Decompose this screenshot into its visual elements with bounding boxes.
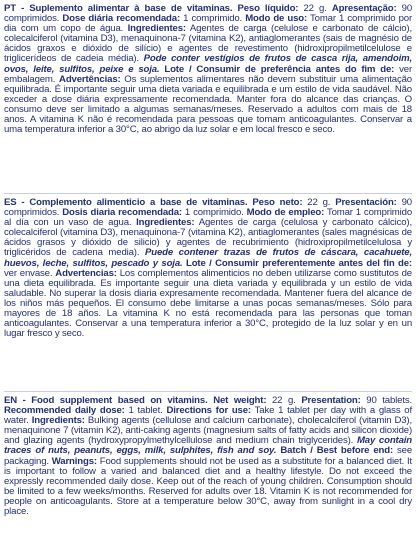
pt-ingredients-label: Ingredientes: (127, 23, 186, 35)
en-warnings-label: Warnings: (51, 455, 97, 467)
es-warnings-text: Los complementos alimenticios no deben utilizarse como sustitutos de una dieta equilibrada. Es importante seguir una dieta variada y equilibrada y un estilo de vida saludable. No superar la dosis diaria expresamente recomendada. Mantener fuera del alcance de los niños más pequeños. El consumo debe limitarse a unas pocas semanas/meses. Sólo para mayores de 18 años. La vitamina K no está recomendada para las personas que toman anticoagulantes. Conservar a una temperatura inferior a 30°C, protegido de la luz solar y en un lugar fresco y seco. (4, 267, 412, 340)
pt-presentation-value: 90 comprimidos. (4, 3, 413, 25)
es-section (4, 198, 412, 339)
es-batch-label: Lote / Consumir preferentemente antes del fin de: (182, 257, 412, 269)
en-presentation-value: 90 tablets. (360, 395, 413, 406)
pt-net-weight-value: 22 g. (298, 3, 332, 14)
pt-warnings-text: Os suplementos alimentares não devem substituir uma alimentação equilibrada. É importante seguir uma dieta variada e equilibrada e um estilo de vida saudável. Não exceder a dose diária expressamente recomendada. Manter fora do alcance das crianças. O consumo deve ser limitado a algumas semanas/meses. Reservado a adultos com mais de 18 anos. A vitamina K não é recomendada para pessoas que tomam anticoagulantes. Conservar a uma temperatura inferior a 30°C, ao abrigo da luz solar e em local fresco e seco. (4, 73, 412, 136)
pt-dose-label: Dose diária recomendada: (62, 13, 181, 25)
es-presentation-label: Presentación: (335, 197, 397, 208)
en-allergen-notice: May contain traces of nuts, peanuts, eggs, milk, sulphites, fish and soy. (4, 435, 412, 457)
pt-usage-text: Tomar 1 comprimido por dia com um copo de água. (4, 13, 413, 35)
es-heading: ES - Complemento alimenticio a base de vitaminas. Peso neto: (4, 197, 303, 208)
pt-batch-label: Lote / Consumir de preferência antes do fim de: (159, 63, 395, 75)
pt-warnings-label: Advertências: (59, 73, 121, 85)
pt-section (4, 4, 412, 135)
en-net-weight-value: 22 g. (266, 395, 302, 406)
es-usage-text: Tomar 1 comprimido al día con un vaso de agua. (4, 207, 413, 229)
en-usage-label: Directions for use: (166, 405, 251, 417)
es-net-weight-value: 22 g. (302, 197, 336, 208)
es-usage-label: Modo de empleo: (246, 207, 325, 219)
section-divider (4, 193, 412, 194)
en-ingredients-text: Bulking agents (cellulose and calcium carbonate), cholecalciferol (vitamin D3), menaquinone 7 (vitamin K2), anti-caking agents (magnesium salts of fatty acids and silicon dioxide) and glazing agents (hydroxypropylmethylcellulose and medium chain triglycerides). (4, 415, 412, 447)
section-divider (4, 391, 412, 392)
en-dose-label: Recommended daily dose: (4, 405, 125, 417)
es-ingredients-label: Ingredientes: (136, 217, 195, 229)
pt-dose-value: 1 comprimido. (180, 13, 246, 25)
pt-ingredients-text: Agentes de carga (celulose e carbonato de cálcio), colecalciferol (vitamina D3), menaquinona-7 (vitamina K2), antiaglomerantes (sais de magnésio de ácidos graxos e dióxido de silício) e agentes de revestimento (hidroxipropilmetilcelulose e triglicerídeos de cadeia média). (4, 23, 412, 65)
es-dose-label: Dosis diaria recomendada: (62, 207, 182, 219)
pt-presentation-label: Apresentação: (331, 3, 397, 14)
pt-batch-value: ver embalagem. (4, 63, 412, 85)
en-presentation-label: Presentation: (301, 395, 361, 406)
en-warnings-text: Food supplements should not be used as a substitute for a balanced diet. It is important to follow a varied and balanced diet and a healthy lifestyle. Do not exceed the expressly recommended daily dose. Keep out of the reach of young children. Consumption should be limited to a few weeks/months. Reserved for adults over 18. Vitamin K is not recommended for people on anticoagulants. Store at a temperature below 30°C, away from sunlight in a cool dry place. (4, 455, 412, 518)
en-batch-value: see packaging. (4, 445, 413, 467)
es-warnings-label: Advertencias: (55, 267, 117, 279)
en-section (4, 396, 412, 517)
pt-heading: PT - Suplemento alimentar à base de vitaminas. Peso líquido: (4, 3, 299, 14)
en-usage-text: Take 1 tablet per day with a glass of water. (4, 405, 412, 427)
en-ingredients-label: Ingredients: (31, 415, 85, 427)
en-dose-value: 1 tablet. (124, 405, 167, 417)
pt-allergen-notice: Pode conter vestígios de frutos de casca rija, amendoim, ovos, leite, sulfitos, peixe e soja. (4, 53, 413, 75)
en-batch-label: Batch / Best before end: (276, 445, 393, 457)
es-dose-value: 1 comprimido. (181, 207, 247, 219)
es-presentation-value: 90 comprimidos. (4, 197, 412, 219)
en-heading: EN - Food supplement based on vitamins. Net weight: (4, 395, 267, 406)
es-batch-value: ver envase. (4, 267, 56, 279)
es-allergen-notice: Puede contener trazas de frutos de cáscara, cacahuete, huevos, leche, sulfitos, pescado y soja. (4, 247, 412, 269)
es-ingredients-text: Agentes de carga (celulosa y carbonato cálcico), colecalciferol (vitamina D3), menaquinona-7 (vitamina K2), antiaglomerantes (sales magnésicas de ácidos grasos y dióxido de silicio) y agentes de recubrimiento (hidroxipropilmetilcelulosa y triglicéridos de cadena media). (4, 217, 412, 259)
pt-usage-label: Modo de uso: (245, 13, 308, 25)
